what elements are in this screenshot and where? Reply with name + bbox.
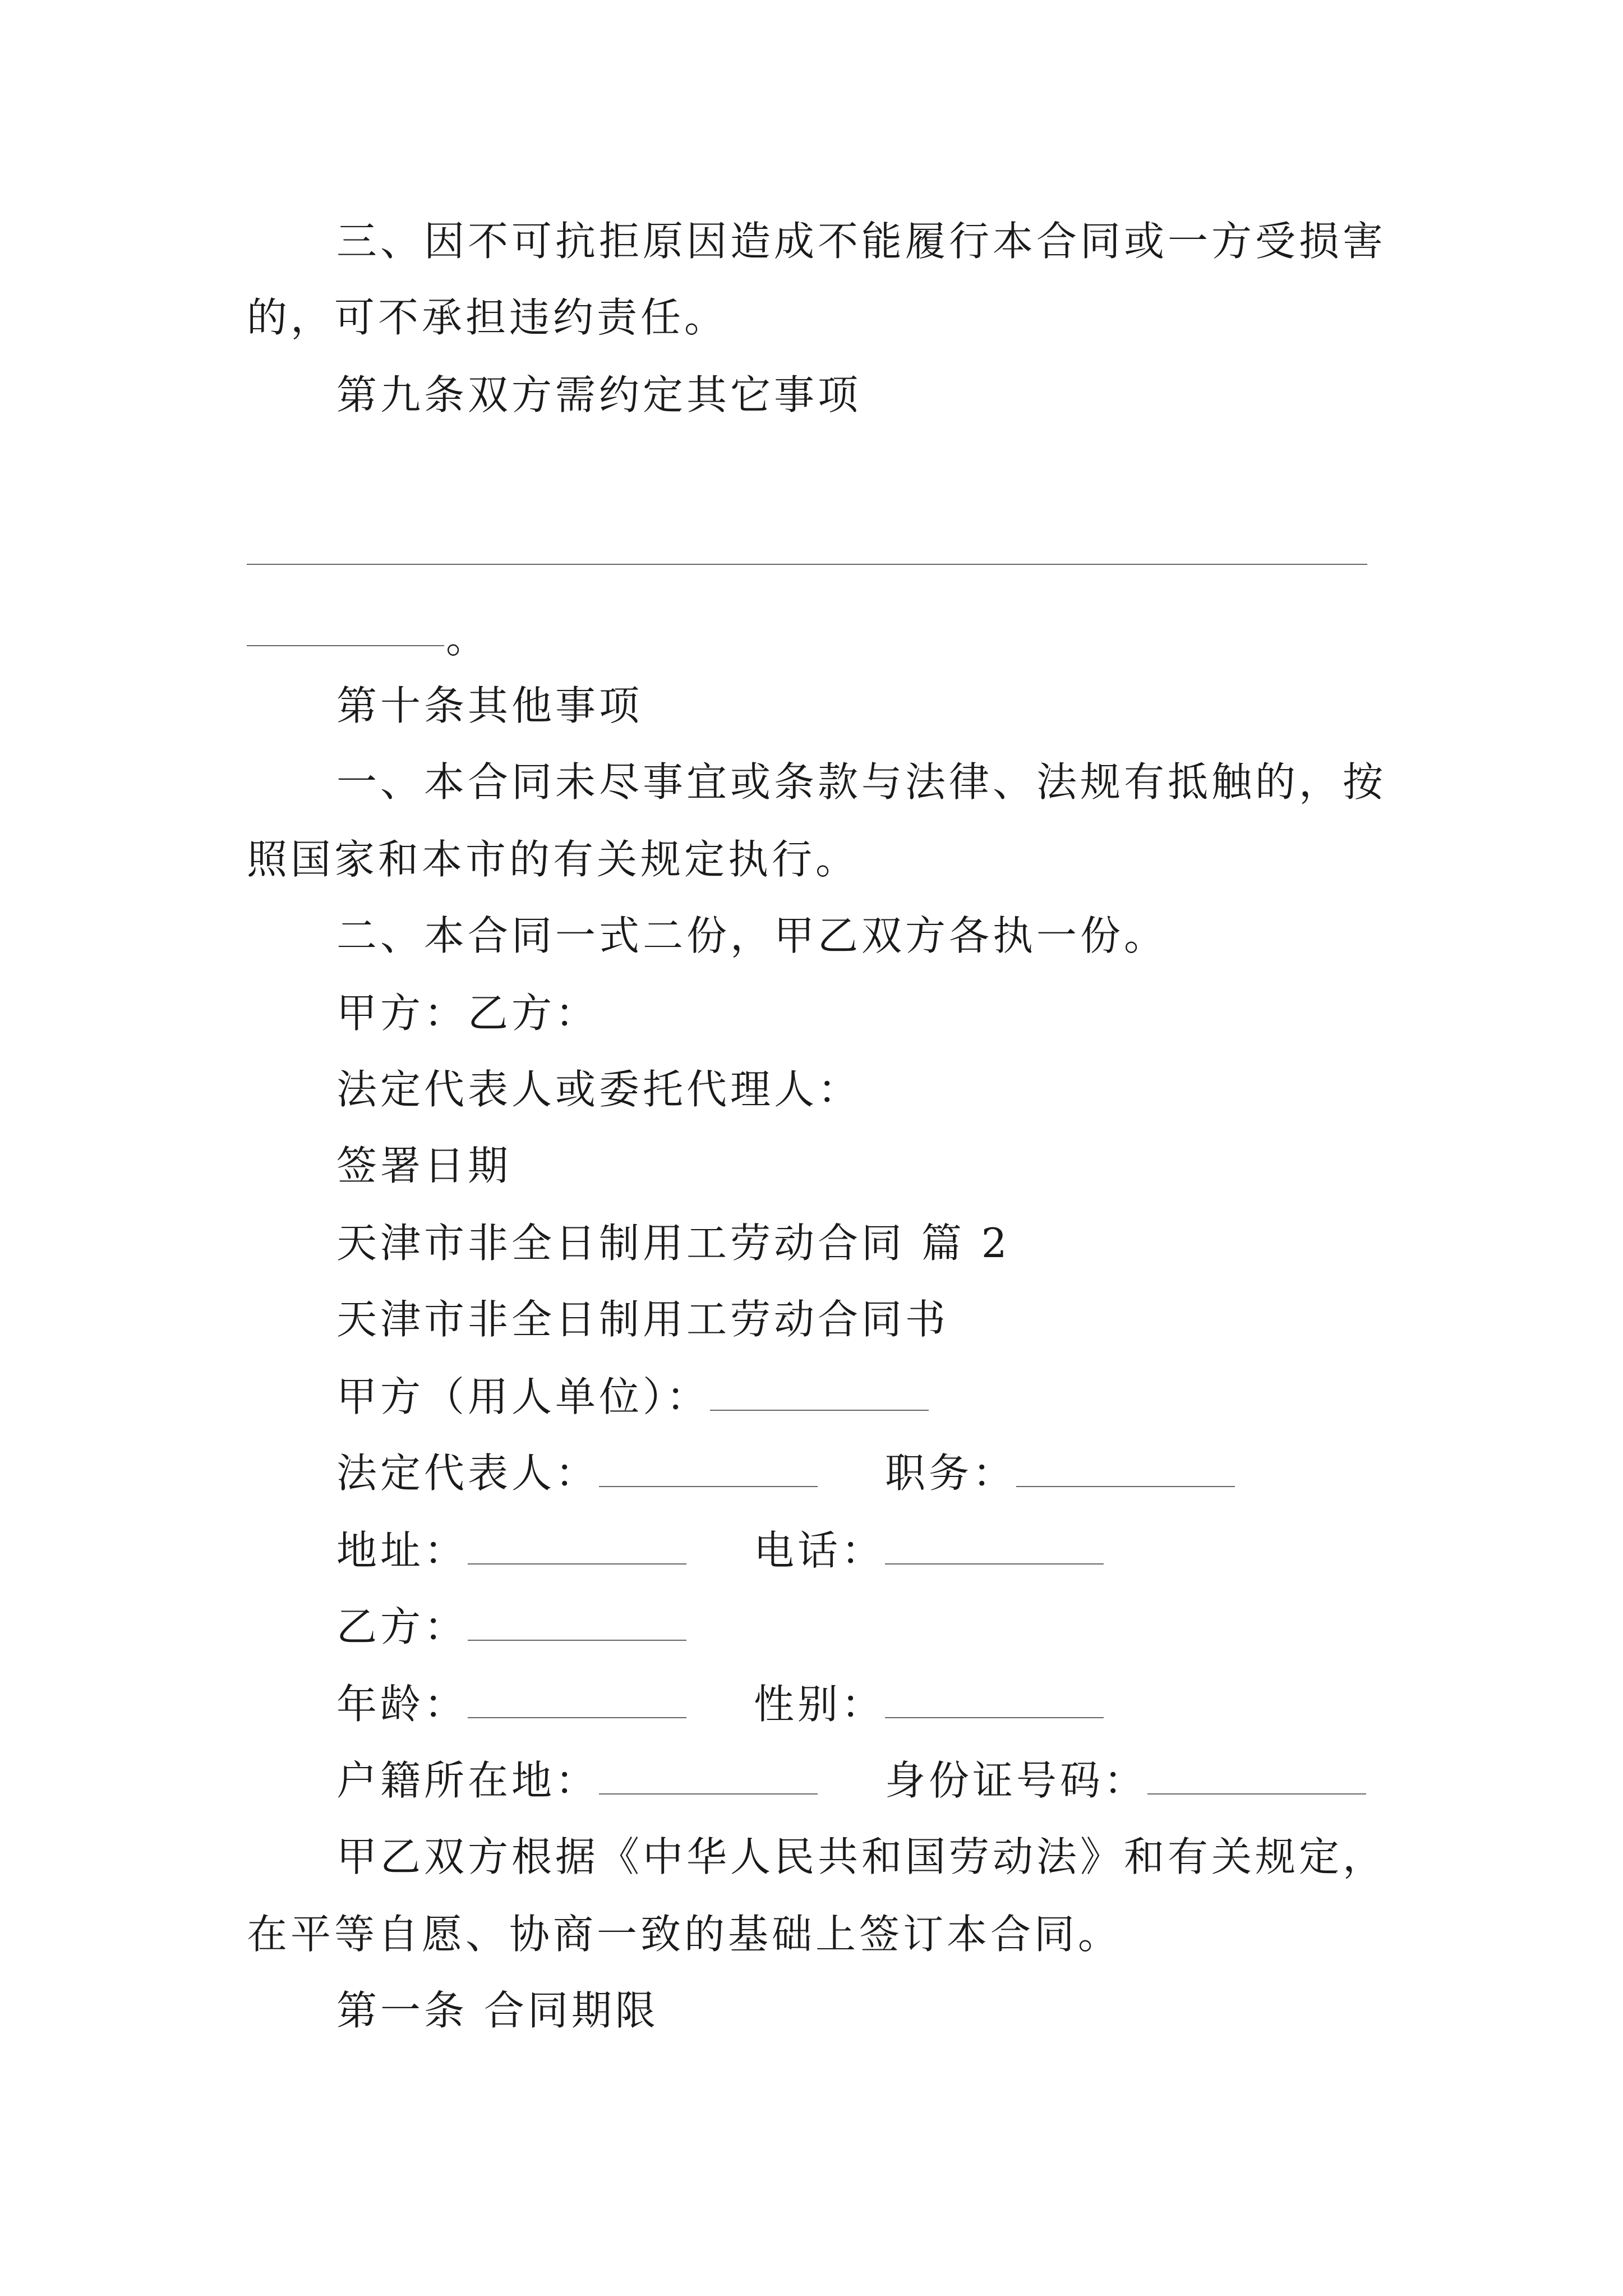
party-b-label: 乙方： [336,1603,468,1650]
age-row [336,1677,1104,1731]
address-row [336,1524,1104,1577]
age-label: 年龄： [336,1681,468,1728]
clause-force-majeure-line2: 的，可不承担违约责任。 [247,294,728,341]
article-10-heading: 第十条其他事项 [336,682,643,729]
clause-10-2: 二、本合同一式二份，甲乙双方各执一份。 [336,912,1168,959]
section-title: 天津市非全日制用工劳动合同 篇 2 [336,1220,1011,1267]
legal-rep-blank[interactable] [599,1452,818,1487]
address-label: 地址： [336,1527,468,1574]
position-label: 职务： [885,1450,1017,1497]
period-mark: 。 [446,615,490,662]
preamble-line2: 在平等自愿、协商一致的基础上签订本合同。 [247,1911,1122,1958]
article-9-heading: 第九条双方需约定其它事项 [336,371,862,418]
household-blank[interactable] [599,1760,818,1795]
id-number-blank[interactable] [1147,1760,1366,1795]
phone-label: 电话： [754,1527,886,1574]
party-a-label: 甲方（用人单位）： [336,1373,711,1420]
household-row [336,1754,1366,1807]
article-1-heading: 第一条 合同期限 [336,1987,659,2034]
sign-date-label: 签署日期 [336,1142,512,1189]
party-b-blank[interactable] [468,1606,686,1641]
legal-rep-label: 法定代表人： [336,1450,600,1497]
age-blank[interactable] [468,1683,686,1718]
preamble-line1: 甲乙双方根据《中华人民共和国劳动法》和有关规定， [336,1833,1387,1880]
legal-rep-signature-label: 法定代表人或委托代理人： [336,1066,862,1113]
contract-title: 天津市非全日制用工劳动合同书 [336,1296,949,1343]
clause-force-majeure-line1: 三、因不可抗拒原因造成不能履行本合同或一方受损害 [336,218,1387,265]
address-blank[interactable] [468,1530,686,1565]
parties-signature-label: 甲方：乙方： [336,990,600,1037]
clause-10-1-line1: 一、本合同未尽事宜或条款与法律、法规有抵触的，按 [336,758,1387,806]
id-number-label: 身份证号码： [885,1757,1148,1804]
fill-in-rule-short [247,645,444,646]
gender-blank[interactable] [885,1683,1104,1718]
fill-in-rule-long [247,564,1367,565]
legal-rep-row [336,1446,1235,1500]
phone-blank[interactable] [885,1530,1104,1565]
party-a-row [336,1370,929,1424]
party-a-blank[interactable] [710,1376,929,1411]
party-b-row [336,1600,686,1654]
position-blank[interactable] [1016,1452,1235,1487]
household-label: 户籍所在地： [336,1757,600,1804]
clause-10-1-line2: 照国家和本市的有关规定执行。 [247,836,860,883]
gender-label: 性别： [754,1681,886,1728]
